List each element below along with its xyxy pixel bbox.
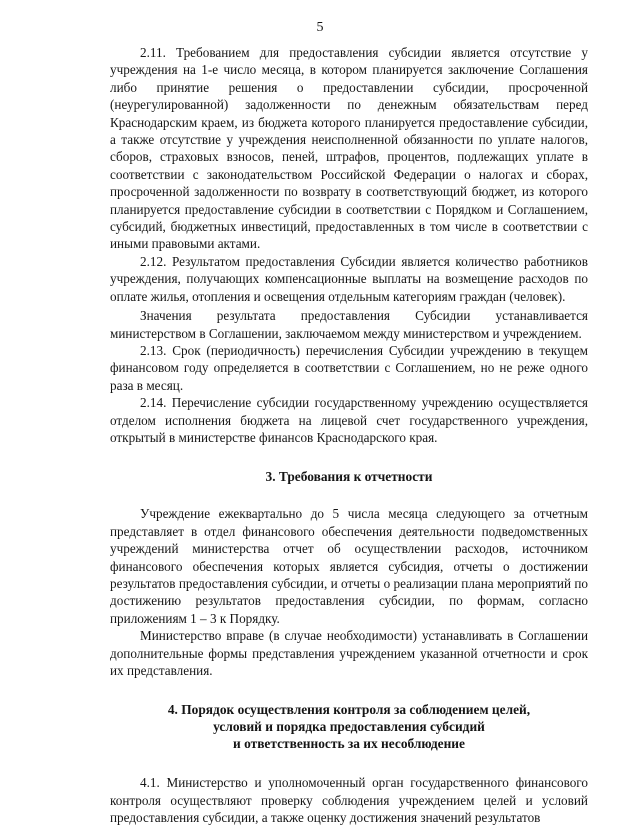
paragraph-result-values: Значения результата предоставления Субсидии устанавливается министерством в Соглашении, заключаемом между министерством и учреждением.: [110, 308, 588, 341]
paragraph-2-13: 2.13. Срок (периодичность) перечисления Субсидии учреждению в текущем финансовом году определяется в соответствии с Соглашением, но не реже одного раза в месяц.: [110, 342, 588, 393]
paragraph-2-12: 2.12. Результатом предоставления Субсидии является количество работников учреждения, получающих компенсационные выплаты на возмещение расходов по оплате жилья, отопления и освещения отдельным категориям граждан (человек).: [110, 253, 588, 304]
paragraph-reporting-quarterly: Учреждение ежеквартально до 5 числа месяца следующего за отчетным представляет в отдел финансового обеспечения деятельности подведомственных учреждений министерства отчет об осуществлении расходов, источником финансового обеспечения которых является субсидия, отчеты о достижении результатов предоставления субсидии, и отчеты о реализации плана мероприятий по достижению результатов предоставления субсидии, по формам, согласно приложениям 1 – 3 к Порядку.: [110, 506, 588, 626]
paragraph-2-14: 2.14. Перечисление субсидии государственному учреждению осуществляется отделом исполнения бюджета на лицевой счет государственного учреждения, открытый в министерстве финансов Краснодарского края.: [110, 395, 588, 445]
section-4-heading-line-2: условий и порядка предоставления субсидий: [213, 719, 485, 735]
document-body: [110, 44, 588, 827]
section-3-heading: 3. Требования к отчетности: [265, 469, 433, 485]
paragraph-2-11: 2.11. Требованием для предоставления субсидии является отсутствие у учреждения на 1-е число месяца, в котором планируется заключение Соглашения либо принятие решения о предоставлении субсидии, просроченной (неурегулированной) задолженности по денежным обязательствам перед Краснодарским краем, из бюджета которого планируется предоставление субсидии, а также отсутствие у учреждения неисполненной обязанности по уплате налогов, сборов, страховых взносов, пеней, штрафов, процентов, подлежащих уплате в соответствии с законодательством Российской Федерации о налогах и сборах, просроченной задолженности по возврату в соответствующий бюджет, из которого планируется предоставление субсидии в соответствии с Порядком и Соглашением, субсидий, бюджетных инвестиций, предоставленных в том числе в соответствии с иными правовыми актами.: [110, 45, 588, 252]
page-number: 5: [316, 20, 324, 35]
paragraph-4-1: 4.1. Министерство и уполномоченный орган государственного финансового контроля осуществляют проверку соблюдения учреждением целей и условий предоставления субсидии, а также оценку достижения значений результатов: [110, 775, 588, 826]
section-4-heading-line-1: 4. Порядок осуществления контроля за соблюдением целей,: [167, 702, 531, 718]
section-4-heading-line-3: и ответственность за их несоблюдение: [233, 736, 465, 752]
section-4-heading: [110, 701, 588, 752]
paragraph-reporting-additional: Министерство вправе (в случае необходимости) устанавливать в Соглашении дополнительные формы представления учреждением указанной отчетности и срок их представления.: [110, 628, 588, 678]
